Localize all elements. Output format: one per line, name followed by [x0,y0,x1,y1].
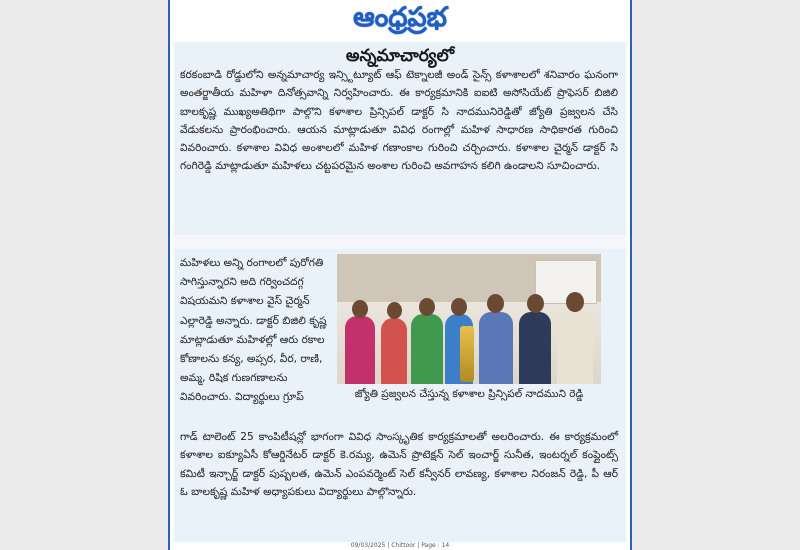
photo-person-head [352,300,368,318]
oil-lamp [460,326,474,382]
photo-person [411,314,443,384]
photo-person [519,312,551,384]
photo-person-head [487,294,504,313]
photo-person [479,312,513,384]
article-clipping [174,42,626,542]
column-gap [174,235,626,249]
newspaper-logo: ఆంధ్రప్రభ [353,2,447,33]
photo-person-head [451,298,467,316]
photo-person-head [566,292,584,312]
article-paragraph-1: కరకంబాడి రోడ్డులోని అన్నమాచార్య ఇన్స్టిట్యూట్ ఆఫ్ టెక్నాలజీ అండ్ సైన్స్ కళాశాలలో శనివారం ఘనంగా అంతర్జాతీయ మహిళా దినోత్సవాన్ని నిర్వహించారు. ఈ కార్యక్రమానికి ఐఐటి అసోసియేట్ ప్రొఫెసర్ బిజిలి బాలకృష్ణ ముఖ్యఅతిథిగా పాల్గొని కళాశాల ప్రిన్సిపల్ డాక్టర్ సి నాదమునిరెడ్డితో జ్యోతి ప్రజ్వలన చేసి వేడుకలను ప్రారంభించారు. ఆయన మాట్లాడుతూ వివిధ రంగాల్లో మహిళ సాధారణ సాధికారత గురించి వివరించారు. కళాశాల వివిధ అంశాలలో మహిళ గణాంకాల గురించి చర్చించారు. కళాశాల చైర్మన్ డాక్టర్ సి గంగిరెడ్డి మాట్లాడుతూ మహిళలు చట్టపరమైన అంశాల గురించి అవగాహన కలిగి ఉండాలని సూచించారు. [180,69,618,173]
article-headline: అన్నమాచార్యలో [345,46,455,66]
photo-person-head [387,302,402,319]
event-photo [337,254,601,384]
newspaper-page [168,0,632,550]
article-paragraph-3: గాడ్ టాలెంట్ 25 కాంపిటీషన్లో భాగంగా వివిధ సాంస్కృతిక కార్యక్రమాలతో అలరించారు. ఈ కార్యక్రమంలో కళాశాల ఐక్యూఏసీ కోఆర్డినేటర్ డాక్టర్ కె.రమ్య, ఉమెన్ ప్రొటెక్షన్ సెల్ ఇంచార్జ్ సునీత, ఇంటర్నల్ కంప్లైంట్స్ కమిటీ ఇన్చార్జ్ డాక్టర్ పుష్పలత, ఉమెన్ ఎంపవర్మెంట్ సెల్ కన్వీనర్ లావణ్య, కళాశాల నిరంజన్ రెడ్డి, పీ ఆర్ ఓ బాలకృష్ణ మహిళ అధ్యాపకులు విద్యార్థులు పాల్గొన్నారు. [180,431,618,498]
photo-person-head [419,298,435,316]
photo-person [381,318,407,384]
page-footer: 09/03/2025 | Chittoor | Page : 14 [350,542,450,549]
article-paragraph-2: మహిళలు అన్ని రంగాలలో పురోగతి సాగిస్తున్నారని అది గర్వించదగ్గ విషయమని కళాశాల వైస్ చైర్మన్ ఎల్లారెడ్డి అన్నారు. డాక్టర్ బిజిలి కృష్ణ మాట్లాడుతూ మహిళల్లో ఆరు రకాల కోణాలను కన్య, అప్సర, వీర, రాణి, అమ్మ, రిషిక గుణగణాలను వివరించారు. విద్యార్థులు గ్రూప్ [180,257,327,404]
photo-person [345,316,375,384]
photo-person [557,310,593,384]
photo-person-head [527,294,544,313]
masthead [170,0,630,42]
photo-caption: జ్యోతి ప్రజ్వలన చేస్తున్న కళాశాల ప్రిన్సిపల్ నాదముని రెడ్డి [354,388,584,400]
